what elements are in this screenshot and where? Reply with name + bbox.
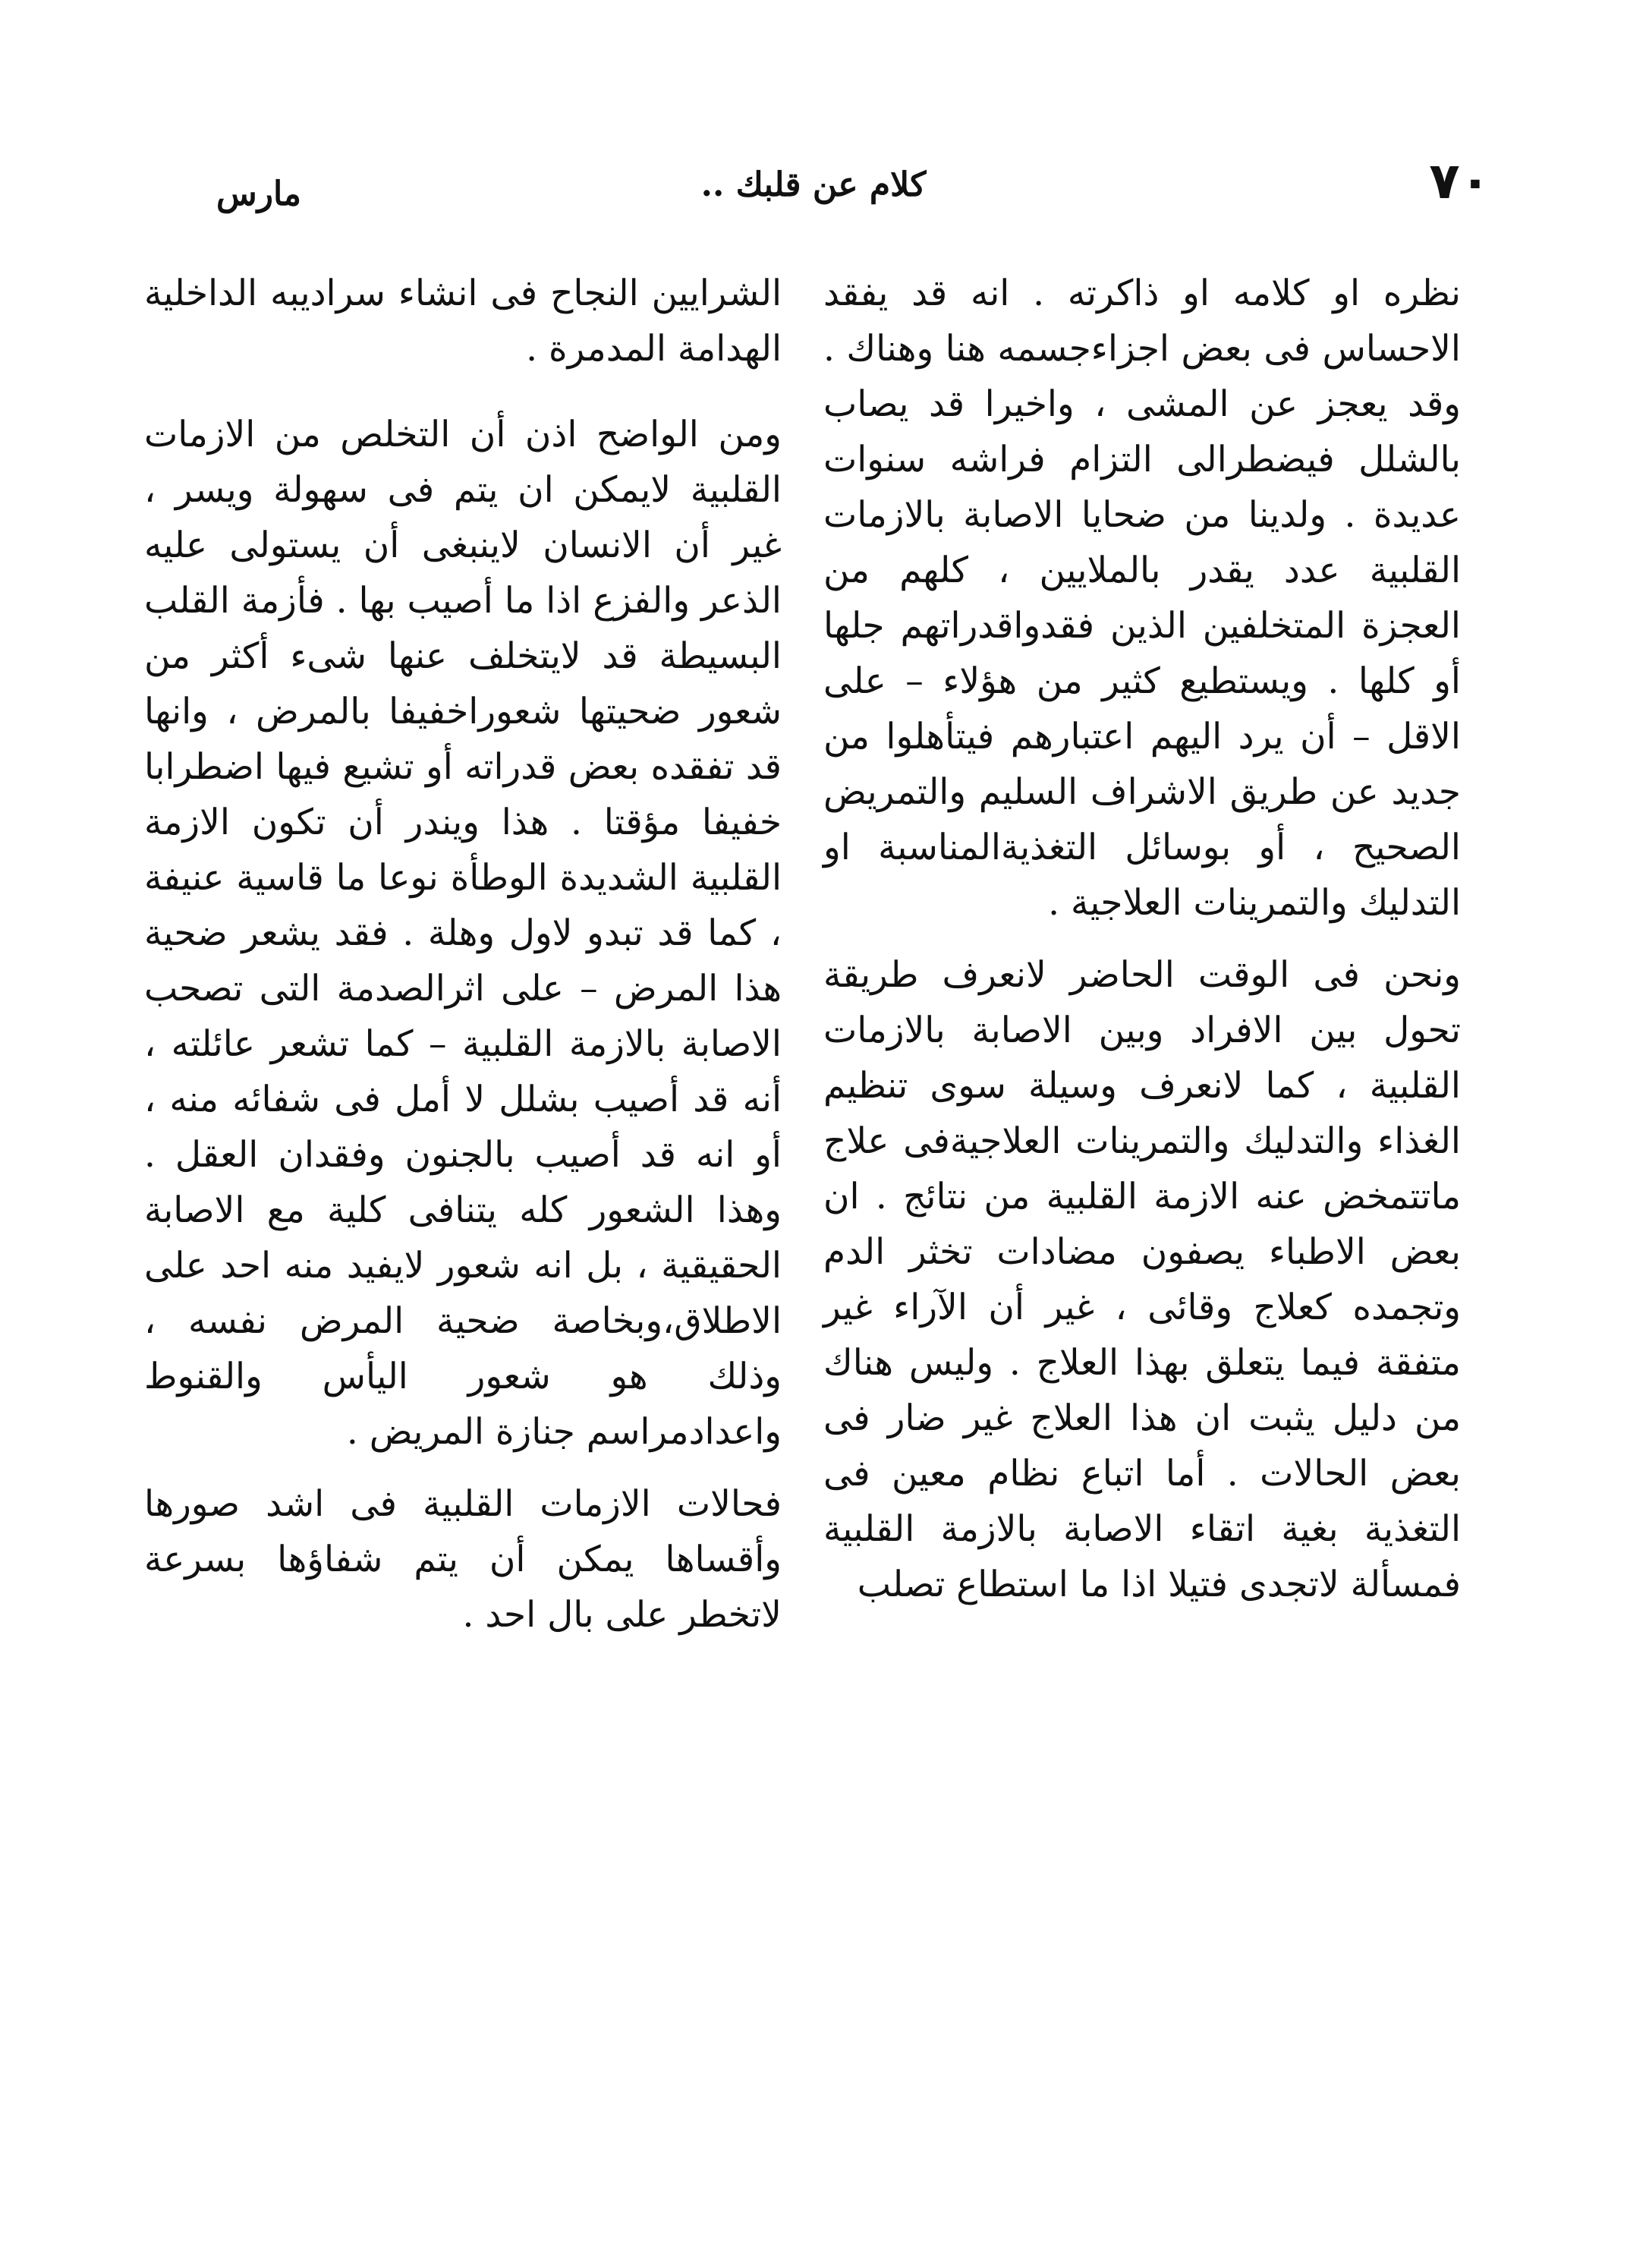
- left-column: [144, 266, 782, 1659]
- paragraph: نظره او كلامه او ذاكرته . انه قد يفقد الاحساس فى بعض اجزاءجسمه هنا وهناك . وقد يعجز عن المشى ، واخيرا قد يصاب بالشلل فيضطرالى التزام فراشه سنوات عديدة . ولدينا من ضحايا الاصابة بالازمات القلبية عدد يقدر بالملايين ، كلهم من العجزة المتخلفين الذين فقدواقدراتهم جلها أو كلها . ويستطيع كثير من هؤلاء – على الاقل – أن يرد اليهم اعتبارهم فيتأهلوا من جديد عن طريق الاشراف السليم والتمريض الصحيح ، أو بوسائل التغذيةالمناسبة او التدليك والتمرينات العلاجية .: [823, 272, 1461, 924]
- paragraph: ونحن فى الوقت الحاضر لانعرف طريقة تحول بين الافراد وبين الاصابة بالازمات القلبية ، كما لانعرف وسيلة سوى تنظيم الغذاء والتدليك والتمرينات العلاجيةفى علاج ماتتمخض عنه الازمة القلبية من نتائج . ان بعض الاطباء يصفون مضادات تخثر الدم وتجمده كعلاج وقائى ، غير أن الآراء غير متفقة فيما يتعلق بهذا العلاج . وليس هناك من دليل يثبت ان هذا العلاج غير ضار فى بعض الحالات . أما اتباع نظام معين فى التغذية بغية اتقاء الاصابة بالازمة القلبية فمسألة لاتجدى فتيلا اذا ما استطاع تصلب: [823, 954, 1461, 1605]
- page-header: [0, 152, 1627, 228]
- running-title: كلام عن قلبك ..: [700, 165, 927, 204]
- page-number: ٧٠: [1429, 152, 1490, 210]
- issue-month: مارس: [216, 175, 301, 213]
- paragraph: ومن الواضح اذن أن التخلص من الازمات القلبية لايمكن ان يتم فى سهولة ويسر ، غير أن الانسان لاينبغى أن يستولى عليه الذعر والفزع اذا ما أصيب بها . فأزمة القلب البسيطة قد لايتخلف عنها شىء أكثر من شعور ضحيتها شعوراخفيفا بالمرض ، وانها قد تفقده بعض قدراته أو تشيع فيها اضطرابا خفيفا مؤقتا . هذا ويندر أن تكون الازمة القلبية الشديدة الوطأة نوعا ما قاسية عنيفة ، كما قد تبدو لاول وهلة . فقد يشعر ضحية هذا المرض – على اثرالصدمة التى تصحب الاصابة بالازمة القلبية – كما تشعر عائلته ، أنه قد أصيب بشلل لا أمل فى شفائه منه ، أو انه قد أصيب بالجنون وفقدان العقل . وهذا الشعور كله يتنافى كلية مع الاصابة الحقيقية ، بل انه شعور لايفيد منه احد على الاطلاق،وبخاصة ضحية المرض نفسه ، وذلك هو شعور اليأس والقنوط واعدادمراسم جنازة المريض .: [144, 414, 782, 1453]
- paragraph: الشرايين النجاح فى انشاء سراديبه الداخلية الهدامة المدمرة .: [144, 272, 782, 370]
- right-column: [823, 266, 1461, 1629]
- paragraph: فحالات الازمات القلبية فى اشد صورها وأقساها يمكن أن يتم شفاؤها بسرعة لاتخطر على بال احد .: [144, 1483, 782, 1636]
